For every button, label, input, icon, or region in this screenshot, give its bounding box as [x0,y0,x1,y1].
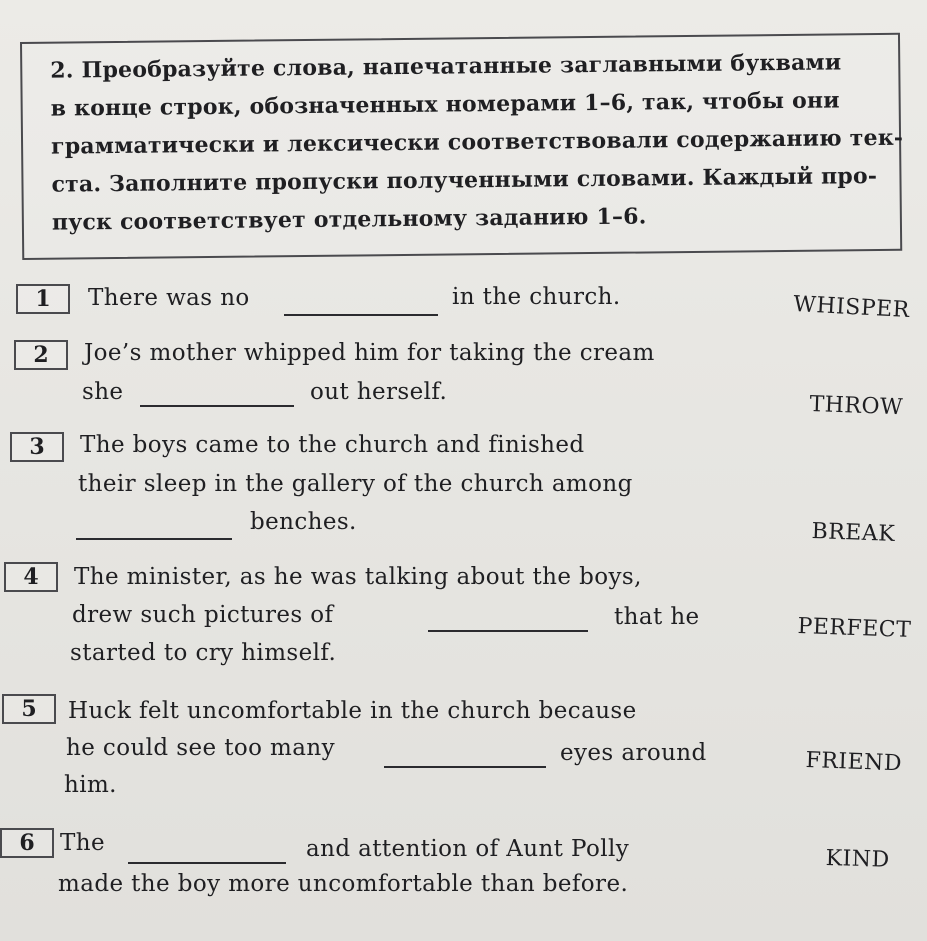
task-instruction-box [20,33,902,260]
answer-blank[interactable] [140,405,294,407]
item-text: The boys came to the church and finished [80,432,585,458]
item-text: out herself. [310,379,448,405]
item-text: made the boy more uncomfortable than before. [58,871,629,897]
answer-blank[interactable] [76,538,232,540]
answer-blank[interactable] [384,766,546,768]
item-keyword: KIND [825,846,890,873]
task-instruction-line: в конце строк, обозначенных номерами 1–6, так, чтобы они [50,87,840,122]
item-number-badge: 5 [2,694,56,724]
item-text: that he [614,604,700,630]
item-text: he could see too many [66,735,335,761]
item-text: benches. [250,509,357,535]
item-number-badge: 4 [4,562,58,592]
item-text: Joe’s mother whipped him for taking the cream [84,340,655,366]
item-number-badge: 3 [10,432,64,462]
item-text: Huck felt uncomfortable in the church because [68,698,637,724]
item-text: and attention of Aunt Polly [306,836,630,862]
item-text: eyes around [560,740,707,766]
item-text: their sleep in the gallery of the church among [78,471,633,497]
item-text: drew such pictures of [72,602,334,628]
task-instruction-line: ста. Заполните пропуски полученными словами. Каждый про- [51,163,878,198]
item-text: in the church. [452,284,621,310]
item-number-badge: 1 [16,284,70,314]
item-text: she [82,379,124,405]
item-text: The minister, as he was talking about the boys, [74,564,642,590]
item-number-badge: 6 [0,828,54,858]
item-text: The [60,830,105,856]
item-text: started to cry himself. [70,640,337,666]
item-text: There was no [88,285,250,311]
answer-blank[interactable] [128,862,286,864]
task-instruction-line: грамматически и лексически соответствовали содержанию тек- [50,124,904,160]
answer-blank[interactable] [284,314,438,316]
item-number-badge: 2 [14,340,68,370]
item-keyword: THROW [809,392,904,421]
task-instruction-line: пуск соответствует отдельному заданию 1–6. [51,203,647,236]
item-keyword: WHISPER [792,292,911,324]
task-instruction-line: 2. Преобразуйте слова, напечатанные заглавными буквами [50,49,842,84]
item-keyword: PERFECT [797,614,912,643]
answer-blank[interactable] [428,630,588,632]
item-text: him. [64,772,117,798]
item-keyword: BREAK [811,519,896,547]
item-keyword: FRIEND [805,748,903,777]
